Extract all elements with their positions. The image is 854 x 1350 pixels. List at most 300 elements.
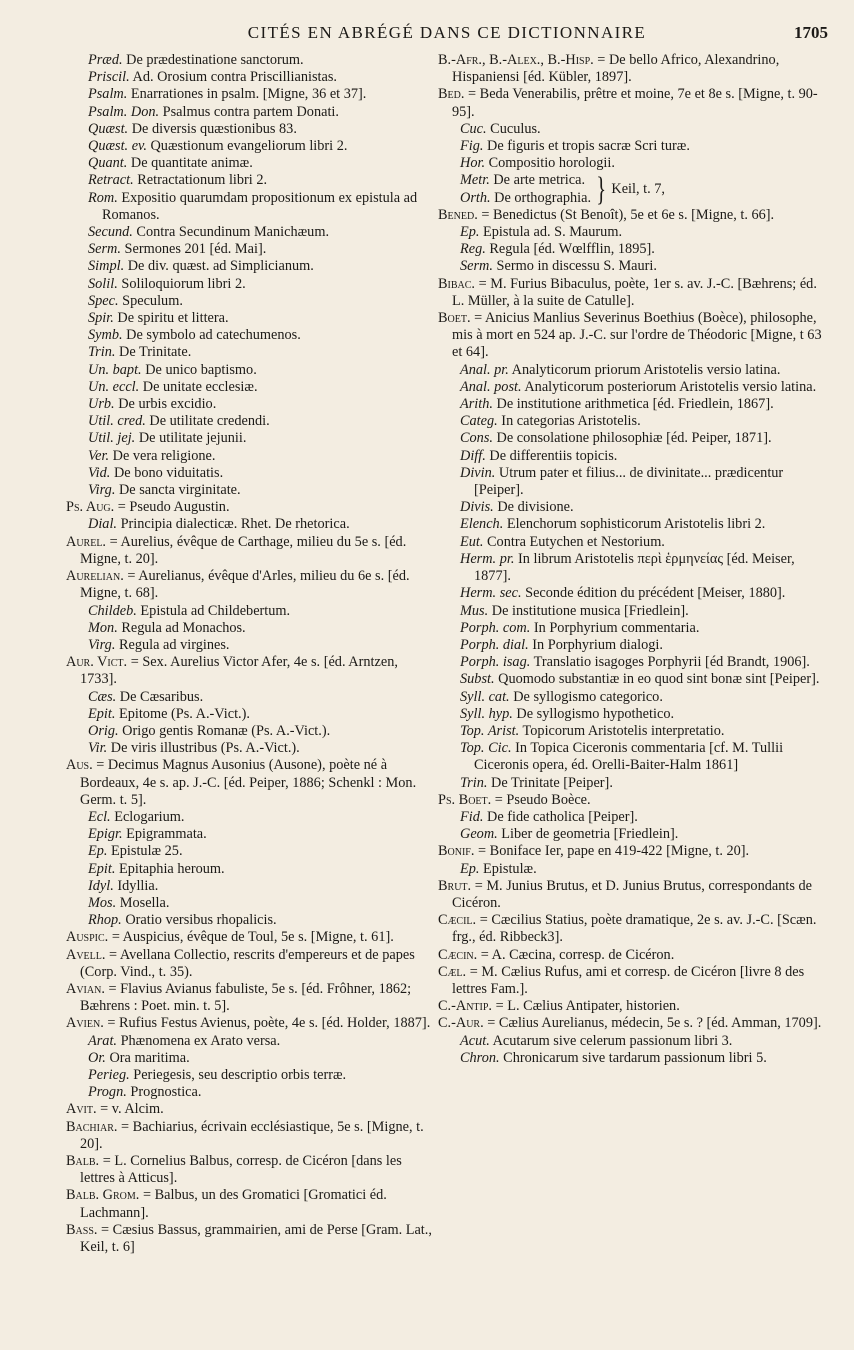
entry-text: Mosella. (116, 894, 170, 911)
abbreviation: Secund. (88, 224, 133, 241)
work-entry (460, 448, 828, 465)
work-entry (460, 379, 828, 396)
work-entry (88, 362, 438, 379)
entry-text: Enarrationes in psalm. [Migne, 36 et 37]. (127, 86, 367, 103)
entry-text: Sermo in discessu S. Mauri. (492, 258, 657, 275)
headword: Bonif. (438, 843, 475, 860)
abbreviation: Spir. (88, 310, 114, 327)
brace-entry (460, 172, 828, 206)
work-entry (88, 1084, 438, 1101)
entry-text: De differentiis topicis. (485, 447, 618, 464)
work-entry (88, 276, 438, 293)
entry-text: = Beda Venerabilis, prêtre et moine, 7e et 8e s. [Migne, t. 90-95]. (452, 86, 818, 120)
abbreviation: Epit. (88, 860, 116, 877)
headword: Ps. Boet. (438, 791, 492, 808)
abbreviation: Porph. isag. (460, 654, 531, 671)
entry-text: De spiritu et littera. (113, 310, 229, 327)
abbreviation: Or. (88, 1049, 106, 1066)
entry-text: Elenchorum sophisticorum Aristotelis libri 2. (503, 516, 766, 533)
entry-text: = Bachiarius, écrivain ecclésiastique, 5e s. [Migne, t. 20]. (80, 1118, 424, 1152)
entry-text: De institutione arithmetica [éd. Friedlein, 1867]. (492, 396, 774, 413)
entry-text: Retractationum libri 2. (133, 172, 268, 189)
abbreviation: Cæs. (88, 688, 117, 705)
entry-text: De viris illustribus (Ps. A.-Vict.). (107, 740, 300, 757)
headword: Cæl. (438, 963, 467, 980)
work-entry (88, 310, 438, 327)
entry-text: De orthographia. (490, 189, 592, 206)
abbreviation: Mon. (88, 619, 118, 636)
entry-text: = Cæsius Bassus, grammairien, ami de Perse [Gram. Lat., Keil, t. 6] (80, 1221, 432, 1256)
work-entry (460, 499, 828, 516)
entry-text: Contra Eutychen et Nestorium. (483, 533, 665, 550)
work-entry (460, 654, 828, 671)
entry-text: De diversis quæstionibus 83. (128, 120, 297, 137)
abbreviation: Hor. (460, 155, 486, 172)
abbreviation: Quæst. (88, 120, 129, 137)
abbreviation: Orig. (88, 722, 119, 739)
abbreviation: Arat. (88, 1032, 117, 1049)
abbreviation: Dial. (88, 516, 117, 533)
work-entry (460, 224, 828, 241)
entry-text: De sancta virginitate. (115, 482, 241, 499)
work-entry (460, 121, 828, 138)
abbreviation: Serm. (460, 258, 493, 275)
work-entry (460, 155, 828, 172)
abbreviation: Syll. cat. (460, 688, 510, 705)
entry-text: De Trinitate. (115, 344, 192, 361)
entry-text: = Pseudo Boèce. (491, 791, 591, 808)
entry-text: Contra Secundinum Manichæum. (132, 224, 330, 241)
entry-text: Epistula ad. S. Maurum. (479, 224, 623, 241)
work-entry (88, 379, 438, 396)
brace-note: Keil, t. 7, (611, 181, 665, 198)
abbreviation: Trin. (88, 344, 116, 361)
work-entry (88, 327, 438, 344)
entry-text: De prædestinatione sanctorum. (122, 52, 304, 68)
headword-entry (438, 276, 828, 310)
entry-text: = L. Cælius Antipater, historien. (492, 998, 680, 1015)
entry-text: Acutarum sive celerum passionum libri 3. (489, 1032, 733, 1049)
entry-text: = Balbus, un des Gromatici [Gromatici éd. Lachmann]. (80, 1187, 387, 1221)
entry-text: Ora maritima. (105, 1049, 190, 1066)
entry-text: De unico baptismo. (141, 361, 257, 378)
work-entry (460, 637, 828, 654)
abbreviation: Psalm. Don. (88, 103, 160, 120)
abbreviation: Eut. (460, 533, 484, 550)
work-entry (88, 104, 438, 121)
work-entry (460, 671, 828, 688)
work-entry (88, 465, 438, 482)
abbreviation: Ep. (460, 860, 480, 877)
work-entry (88, 396, 438, 413)
headword-entry (66, 654, 438, 688)
entry-text: Prognostica. (126, 1084, 202, 1101)
abbreviation: Vid. (88, 464, 111, 481)
abbreviation: Ep. (460, 224, 480, 241)
abbreviation: Divin. (460, 464, 496, 481)
headword: Aurelian. (66, 568, 124, 585)
entry-text: = Rufius Festus Avienus, poète, 4e s. [éd. Holder, 1887]. (103, 1015, 431, 1032)
work-entry (88, 620, 438, 637)
headword-entry (438, 878, 828, 912)
headword-entry (66, 757, 438, 809)
entry-text: De symbolo ad catechumenos. (122, 327, 301, 344)
entry-text: = Aurelius, évêque de Carthage, milieu du 5e s. [éd. Migne, t. 20]. (80, 533, 407, 567)
work-entry (88, 740, 438, 757)
entry-text: Cuculus. (486, 120, 541, 137)
work-entry (460, 430, 828, 447)
work-entry (88, 689, 438, 706)
work-entry (88, 138, 438, 155)
entry-text: Idyllia. (113, 877, 159, 894)
headword: Bass. (66, 1221, 98, 1238)
work-entry (88, 430, 438, 447)
entry-text: Epitaphia heroum. (115, 860, 225, 877)
entry-text: Compositio horologii. (485, 155, 615, 172)
headword-entry (438, 792, 828, 809)
entry-text: Eclogarium. (110, 808, 185, 825)
entry-text: Epigrammata. (122, 826, 207, 843)
entry-text: = Sex. Aurelius Victor Afer, 4e s. [éd. Arntzen, 1733]. (80, 654, 398, 688)
left-column (66, 52, 438, 1256)
entry-text: De consolatione philosophiæ [éd. Peiper, 1871]. (492, 430, 772, 447)
work-entry (88, 69, 438, 86)
entry-text: In categorias Aristotelis. (497, 413, 641, 430)
abbreviation: Progn. (88, 1084, 127, 1101)
headword-entry (438, 843, 828, 860)
headword-entry (438, 52, 828, 86)
work-entry (460, 534, 828, 551)
work-entry (460, 396, 828, 413)
entry-text: = Aurelianus, évêque d'Arles, milieu du 6e s. [éd. Migne, t. 68]. (80, 568, 410, 602)
abbreviation: Util. cred. (88, 413, 146, 430)
headword: Cæcil. (438, 912, 477, 929)
abbreviation: Util. jej. (88, 430, 136, 447)
entry-text: In librum Aristotelis περὶ ἑρμηνείας [éd. Meiser, 1877]. (474, 550, 795, 585)
abbreviation: Fig. (460, 138, 484, 155)
running-title: CITÉS EN ABRÉGÉ DANS CE DICTIONNAIRE (247, 23, 647, 42)
work-entry (88, 912, 438, 929)
abbreviation: Divis. (460, 499, 494, 516)
page-header (66, 18, 828, 48)
work-entry (460, 620, 828, 637)
entry-text: Epistulæ 25. (107, 843, 183, 860)
work-entry (460, 551, 828, 585)
abbreviation: Metr. (460, 172, 490, 189)
abbreviation: Solil. (88, 275, 118, 292)
entry-text: Periegesis, seu descriptio orbis terræ. (129, 1066, 347, 1083)
entry-text: De utilitate credendi. (145, 413, 270, 430)
entry-text: De syllogismo categorico. (509, 688, 663, 705)
entry-text: De urbis excidio. (114, 396, 217, 413)
work-entry (88, 603, 438, 620)
entry-text: De syllogismo hypothetico. (512, 705, 675, 722)
headword-entry (66, 499, 438, 516)
work-entry (88, 861, 438, 878)
work-entry (88, 723, 438, 740)
headword: Avien. (66, 1015, 104, 1032)
entry-text: Analyticorum priorum Aristotelis versio latina. (508, 361, 781, 378)
work-entry (460, 585, 828, 602)
entry-text: Epistula ad Childebertum. (136, 602, 291, 619)
abbreviation: Serm. (88, 241, 121, 258)
abbreviation: Reg. (460, 241, 486, 258)
abbreviation: Subst. (460, 671, 495, 688)
headword-entry (66, 1222, 438, 1256)
work-entry (88, 878, 438, 895)
entry-text: Phænomena ex Arato versa. (117, 1032, 281, 1049)
abbreviation: Porph. dial. (460, 636, 529, 653)
headword-entry (66, 1187, 438, 1221)
headword: C.-Antip. (438, 998, 492, 1015)
brace-symbol: } (596, 170, 607, 208)
abbreviation: Quæst. ev. (88, 138, 147, 155)
entry-text: Regula ad Monachos. (117, 619, 246, 636)
entry-text: = Cæcilius Statius, poète dramatique, 2e s. av. J.-C. [Scæn. frg., éd. Ribbeck3]. (452, 912, 817, 946)
abbreviation: Psalm. (88, 86, 128, 103)
headword-entry (438, 998, 828, 1015)
abbreviation: Chron. (460, 1049, 500, 1066)
work-entry (460, 362, 828, 379)
abbreviation: Rhop. (88, 912, 122, 929)
abbreviation: Symb. (88, 327, 123, 344)
abbreviation: Fid. (460, 808, 484, 825)
entry-text: De Cæsaribus. (116, 688, 204, 705)
headword-entry (66, 1119, 438, 1153)
work-entry (460, 516, 828, 533)
headword: Boet. (438, 310, 471, 327)
work-entry (88, 482, 438, 499)
entry-text: Analyticorum posteriorum Aristotelis versio latina. (521, 378, 817, 395)
entry-text: = Auspicius, évêque de Toul, 5e s. [Migne, t. 61]. (108, 929, 394, 946)
entry-text: = L. Cornelius Balbus, corresp. de Cicéron [dans les lettres à Atticus]. (80, 1153, 402, 1187)
abbreviation: Spec. (88, 292, 119, 309)
work-entry (88, 190, 438, 224)
abbreviation: Geom. (460, 826, 498, 843)
entry-text: Translatio isagoges Porphyrii [éd Brandt, 1906]. (530, 654, 810, 671)
page-number: 1705 (794, 23, 828, 42)
headword: B.-Afr., B.-Alex., B.-Hisp. (438, 52, 594, 68)
headword: Aur. Vict. (66, 654, 128, 671)
entry-text: = Cælius Aurelianus, médecin, 5e s. ? [éd. Amman, 1709]. (483, 1015, 822, 1032)
headword: Aurel. (66, 533, 107, 550)
work-entry (88, 1033, 438, 1050)
right-column (438, 52, 828, 1256)
entry-text: Oratio versibus rhopalicis. (121, 912, 277, 929)
headword-entry (66, 1015, 438, 1032)
abbreviation: Porph. com. (460, 619, 531, 636)
abbreviation: Simpl. (88, 258, 125, 275)
work-entry (460, 809, 828, 826)
entry-text: De Trinitate [Peiper]. (487, 774, 613, 791)
entry-text: Psalmus contra partem Donati. (159, 103, 339, 120)
entry-text: Epistulæ. (479, 860, 537, 877)
work-entry (88, 52, 438, 69)
headword-entry (66, 534, 438, 568)
headword-entry (438, 207, 828, 224)
entry-text: = v. Alcim. (96, 1101, 164, 1118)
work-entry (88, 155, 438, 172)
work-entry (460, 413, 828, 430)
abbreviation: Anal. pr. (460, 361, 509, 378)
work-entry (88, 344, 438, 361)
headword-entry (438, 86, 828, 120)
abbreviation: Categ. (460, 413, 498, 430)
headword-entry (438, 912, 828, 946)
abbreviation: Cuc. (460, 120, 487, 137)
work-entry (460, 706, 828, 723)
abbreviation: Trin. (460, 774, 488, 791)
entry-text: Soliloquiorum libri 2. (117, 275, 246, 292)
entry-text: = Pseudo Augustin. (114, 499, 230, 516)
headword-entry (438, 947, 828, 964)
work-entry (88, 121, 438, 138)
entry-text: = A. Cæcina, corresp. de Cicéron. (477, 946, 675, 963)
abbreviation: Vir. (88, 740, 108, 757)
abbreviation: Ver. (88, 447, 110, 464)
abbreviation: Epigr. (88, 826, 123, 843)
headword: Bened. (438, 206, 478, 223)
abbreviation: Top. Cic. (460, 740, 512, 757)
abbreviation: Perieg. (88, 1066, 130, 1083)
work-entry (460, 689, 828, 706)
entry-text: = Decimus Magnus Ausonius (Ausone), poète né à Bordeaux, 4e s. ap. J.-C. [éd. Peiper, 1886; Schenkl : Mon. Germ. t. 5]. (80, 757, 417, 808)
abbreviation: Epit. (88, 705, 116, 722)
work-entry (88, 843, 438, 860)
work-entry (460, 241, 828, 258)
two-column-body (66, 52, 828, 1256)
work-entry (88, 413, 438, 430)
work-entry (460, 1050, 828, 1067)
abbreviation: Childeb. (88, 602, 137, 619)
work-entry (460, 465, 828, 499)
headword: Balb. Grom. (66, 1187, 140, 1204)
entry-text: = De bello Africo, Alexandrino, Hispaniensi [éd. Kübler, 1897]. (452, 52, 780, 86)
entry-text: De div. quæst. ad Simplicianum. (124, 258, 314, 275)
entry-text: De utilitate jejunii. (135, 430, 247, 447)
entry-text: De vera religione. (109, 447, 216, 464)
abbreviation: Syll. hyp. (460, 705, 513, 722)
entry-text: = Anicius Manlius Severinus Boethius (Boèce), philosophe, mis à mort en 524 ap. J.-C. sur l'ordre de Théodoric [Migne, t 63 et 64]. (452, 310, 822, 361)
work-entry (88, 809, 438, 826)
entry-text: De figuris et tropis sacræ Scri turæ. (483, 138, 690, 155)
work-entry (88, 258, 438, 275)
headword: Brut. (438, 877, 472, 894)
entry-text: = M. Cælius Rufus, ami et corresp. de Cicéron [livre 8 des lettres Fam.]. (452, 963, 805, 997)
entry-text: Sermones 201 [éd. Mai]. (120, 241, 267, 258)
abbreviation: Mos. (88, 894, 117, 911)
work-entry (88, 293, 438, 310)
entry-text: In Topica Ciceronis commentaria [cf. M. Tullii Ciceronis opera, éd. Orelli-Baiter-Halm 1861] (474, 740, 784, 774)
abbreviation: Top. Arist. (460, 722, 520, 739)
entry-text: De bono viduitatis. (110, 464, 224, 481)
entry-text: Epitome (Ps. A.-Vict.). (115, 705, 250, 722)
entry-text: Topicorum Aristotelis interpretatio. (519, 722, 725, 739)
entry-text: De institutione musica [Friedlein]. (488, 602, 689, 619)
abbreviation: Præd. (88, 52, 123, 68)
work-entry (88, 516, 438, 533)
work-entry (88, 637, 438, 654)
headword-entry (66, 568, 438, 602)
entry-text: Chronicarum sive tardarum passionum libri 5. (499, 1049, 767, 1066)
entry-text: Seconde édition du précédent [Meiser, 1880]. (521, 585, 786, 602)
entry-text: = Benedictus (St Benoît), 5e et 6e s. [Migne, t. 66]. (477, 206, 775, 223)
headword-entry (438, 310, 828, 362)
abbreviation: Herm. pr. (460, 550, 515, 567)
work-entry (460, 1033, 828, 1050)
work-entry (88, 448, 438, 465)
entry-text: In Porphyrium dialogi. (528, 636, 663, 653)
abbreviation: Cons. (460, 430, 493, 447)
abbreviation: Un. bapt. (88, 361, 142, 378)
work-entry (460, 740, 828, 774)
headword-entry (438, 1015, 828, 1032)
headword-entry (438, 964, 828, 998)
abbreviation: Virg. (88, 482, 116, 499)
work-entry (88, 224, 438, 241)
headword: Ps. Aug. (66, 499, 115, 516)
headword-entry (66, 929, 438, 946)
abbreviation: Arith. (460, 396, 493, 413)
entry-text: De unitate ecclesiæ. (139, 378, 258, 395)
headword: Avit. (66, 1101, 97, 1118)
work-entry (88, 706, 438, 723)
abbreviation: Virg. (88, 636, 116, 653)
work-entry (460, 826, 828, 843)
headword: Balb. (66, 1153, 100, 1169)
abbreviation: Ep. (88, 843, 108, 860)
headword-entry (66, 981, 438, 1015)
headword: Bibac. (438, 275, 476, 292)
work-entry (88, 86, 438, 103)
abbreviation: Priscil. (88, 69, 130, 86)
headword: Auspic. (66, 929, 109, 946)
abbreviation: Elench. (460, 516, 504, 533)
abbreviation: Retract. (88, 172, 134, 189)
headword: Avian. (66, 980, 105, 997)
abbreviation: Idyl. (88, 877, 114, 894)
abbreviation: Herm. sec. (460, 585, 522, 602)
abbreviation: Rom. (88, 189, 118, 206)
work-entry (460, 138, 828, 155)
work-entry (460, 258, 828, 275)
entry-text: De quantitate animæ. (127, 155, 253, 172)
abbreviation: Orth. (460, 189, 491, 206)
entry-text: De fide catholica [Peiper]. (483, 808, 638, 825)
entry-text: Principia dialecticæ. Rhet. De rhetorica. (117, 516, 350, 533)
entry-text: Quomodo substantiæ in eo quod sint bonæ sint [Peiper]. (494, 671, 820, 688)
headword: Bachiar. (66, 1118, 118, 1135)
entry-text: Origo gentis Romanæ (Ps. A.-Vict.). (118, 722, 331, 739)
entry-text: De arte metrica. (489, 172, 586, 189)
entry-text: = Avellana Collectio, rescrits d'empereurs et de papes (Corp. Vind., t. 35). (80, 946, 415, 980)
entry-text: In Porphyrium commentaria. (530, 619, 700, 636)
work-entry (460, 603, 828, 620)
headword: C.-Aur. (438, 1015, 484, 1032)
entry-text: Quæstionum evangeliorum libri 2. (146, 138, 348, 155)
abbreviation: Ecl. (88, 808, 111, 825)
work-entry (88, 172, 438, 189)
abbreviation: Un. eccl. (88, 378, 140, 395)
work-entry (460, 775, 828, 792)
entry-text: Expositio quarumdam propositionum ex epistula ad Romanos. (102, 189, 418, 223)
entry-text: = Flavius Avianus fabuliste, 5e s. [éd. Frôhner, 1862; Bæhrens : Poet. min. t. 5]. (80, 980, 412, 1015)
abbreviation: Mus. (460, 602, 489, 619)
work-entry (460, 723, 828, 740)
work-entry (88, 826, 438, 843)
entry-text: Utrum pater et filius... de divinitate... prædicentur [Peiper]. (474, 464, 784, 499)
work-entry (88, 1067, 438, 1084)
